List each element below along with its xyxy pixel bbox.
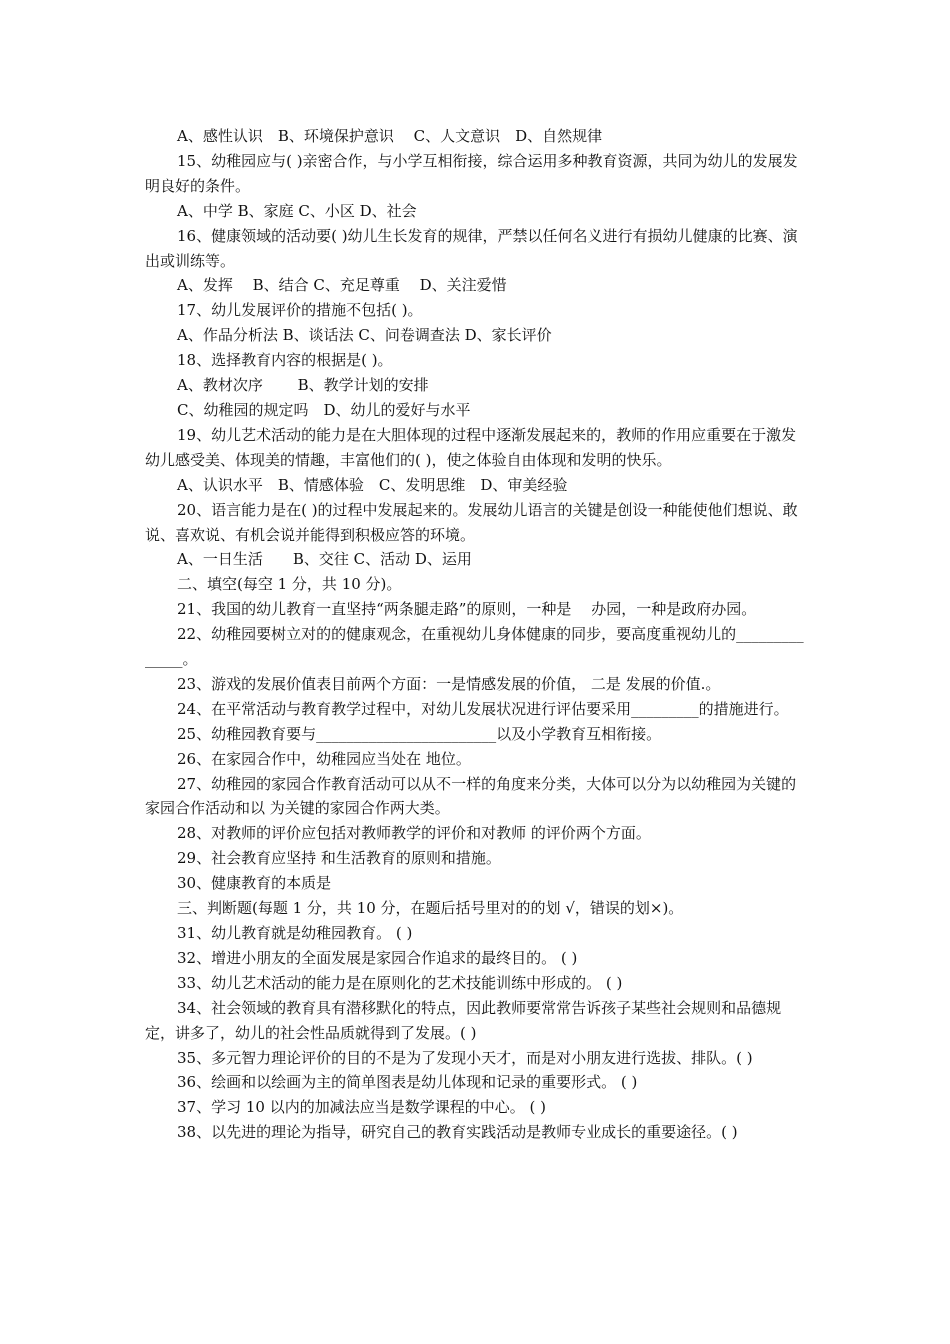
question-36: 36、绘画和以绘画为主的简单图表是幼儿体现和记录的重要形式。 ( ) xyxy=(177,1073,638,1092)
question-23: 23、游戏的发展价值表目前两个方面：一是情感发展的价值， 二是 发展的价值.。 xyxy=(177,674,721,693)
question-32: 32、增进小朋友的全面发展是家园合作追求的最终目的。 ( ) xyxy=(177,948,578,967)
question-29: 29、社会教育应坚持 和生活教育的原则和措施。 xyxy=(177,849,501,868)
option-line-17: A、作品分析法 B、谈话法 C、问卷调查法 D、家长评价 xyxy=(177,326,552,345)
question-28: 28、对教师的评价应包括对教师教学的评价和对教师 的评价两个方面。 xyxy=(177,824,651,843)
question-24: 24、在平常活动与教育教学过程中，对幼儿发展状况进行评估要采用_________的措施进行。 xyxy=(177,699,789,718)
question-35: 35、多元智力理论评价的目的不是为了发现小天才，而是对小朋友进行选拔、排队。( ) xyxy=(177,1048,753,1067)
option-line-15: A、中学 B、家庭 C、小区 D、社会 xyxy=(177,201,417,220)
question-27: 27、幼稚园的家园合作教育活动可以从不一样的角度来分类，大体可以分为以幼稚园为关键的家园合作活动和以 为关键的家园合作两大类。 xyxy=(145,774,797,818)
section-heading-true-false: 三、判断题(每题 1 分，共 10 分，在题后括号里对的的划 √，错误的划×)。 xyxy=(177,899,684,918)
question-37: 37、学习 10 以内的加减法应当是数学课程的中心。 ( ) xyxy=(177,1098,546,1117)
question-15: 15、幼稚园应与( )亲密合作，与小学互相衔接，综合运用多种教育资源，共同为幼儿的发展发明良好的条件。 xyxy=(145,151,798,195)
question-20: 20、语言能力是在( )的过程中发展起来的。发展幼儿语言的关键是创设一种能使他们想说、敢说、喜欢说、有机会说并能得到积极应答的环境。 xyxy=(145,500,798,544)
option-line-18b: C、幼稚园的规定吗 D、幼儿的爱好与水平 xyxy=(177,400,471,419)
question-19: 19、幼儿艺术活动的能力是在大胆体现的过程中逐渐发展起来的，教师的作用应重要在于激发幼儿感受美、体现美的情趣，丰富他们的( )，使之体验自由体现和发明的快乐。 xyxy=(145,425,797,469)
option-line-20: A、一日生活 B、交往 C、活动 D、运用 xyxy=(177,550,472,569)
question-26: 26、在家园合作中，幼稚园应当处在 地位。 xyxy=(177,749,471,768)
question-17: 17、幼儿发展评价的措施不包括( )。 xyxy=(177,301,423,320)
section-heading-fill-blank: 二、填空(每空 1 分，共 10 分)。 xyxy=(177,575,402,594)
question-34: 34、社会领域的教育具有潜移默化的特点，因此教师要常常告诉孩子某些社会规则和品德规定，讲多了，幼儿的社会性品质就得到了发展。( ) xyxy=(145,998,782,1042)
question-38: 38、以先进的理论为指导，研究自己的教育实践活动是教师专业成长的重要途径。( ) xyxy=(177,1123,738,1142)
question-22: 22、幼稚园要树立对的的健康观念，在重视幼儿身体健康的同步，要高度重视幼儿的______________。 xyxy=(145,625,804,669)
question-21: 21、我国的幼儿教育一直坚持“两条腿走路”的原则，一种是 办园，一种是政府办园。 xyxy=(177,600,757,619)
question-16: 16、健康领域的活动要( )幼儿生长发育的规律，严禁以任何名义进行有损幼儿健康的比赛、演出或训练等。 xyxy=(145,226,798,270)
option-line-14: A、感性认识 B、环境保护意识 C、人文意识 D、自然规律 xyxy=(177,127,603,145)
document-body xyxy=(145,124,810,1145)
question-30: 30、健康教育的本质是 xyxy=(177,874,332,893)
option-line-16: A、发挥 B、结合 C、充足尊重 D、关注爱惜 xyxy=(177,276,507,295)
question-18: 18、选择教育内容的根据是( )。 xyxy=(177,351,393,370)
question-25: 25、幼稚园教育要与________________________以及小学教育互相衔接。 xyxy=(177,724,662,743)
option-line-18a: A、教材次序 B、教学计划的安排 xyxy=(177,376,429,395)
option-line-19: A、认识水平 B、情感体验 C、发明思维 D、审美经验 xyxy=(177,475,568,494)
question-33: 33、幼儿艺术活动的能力是在原则化的艺术技能训练中形成的。 ( ) xyxy=(177,973,623,992)
question-31: 31、幼儿教育就是幼稚园教育。 ( ) xyxy=(177,924,413,942)
